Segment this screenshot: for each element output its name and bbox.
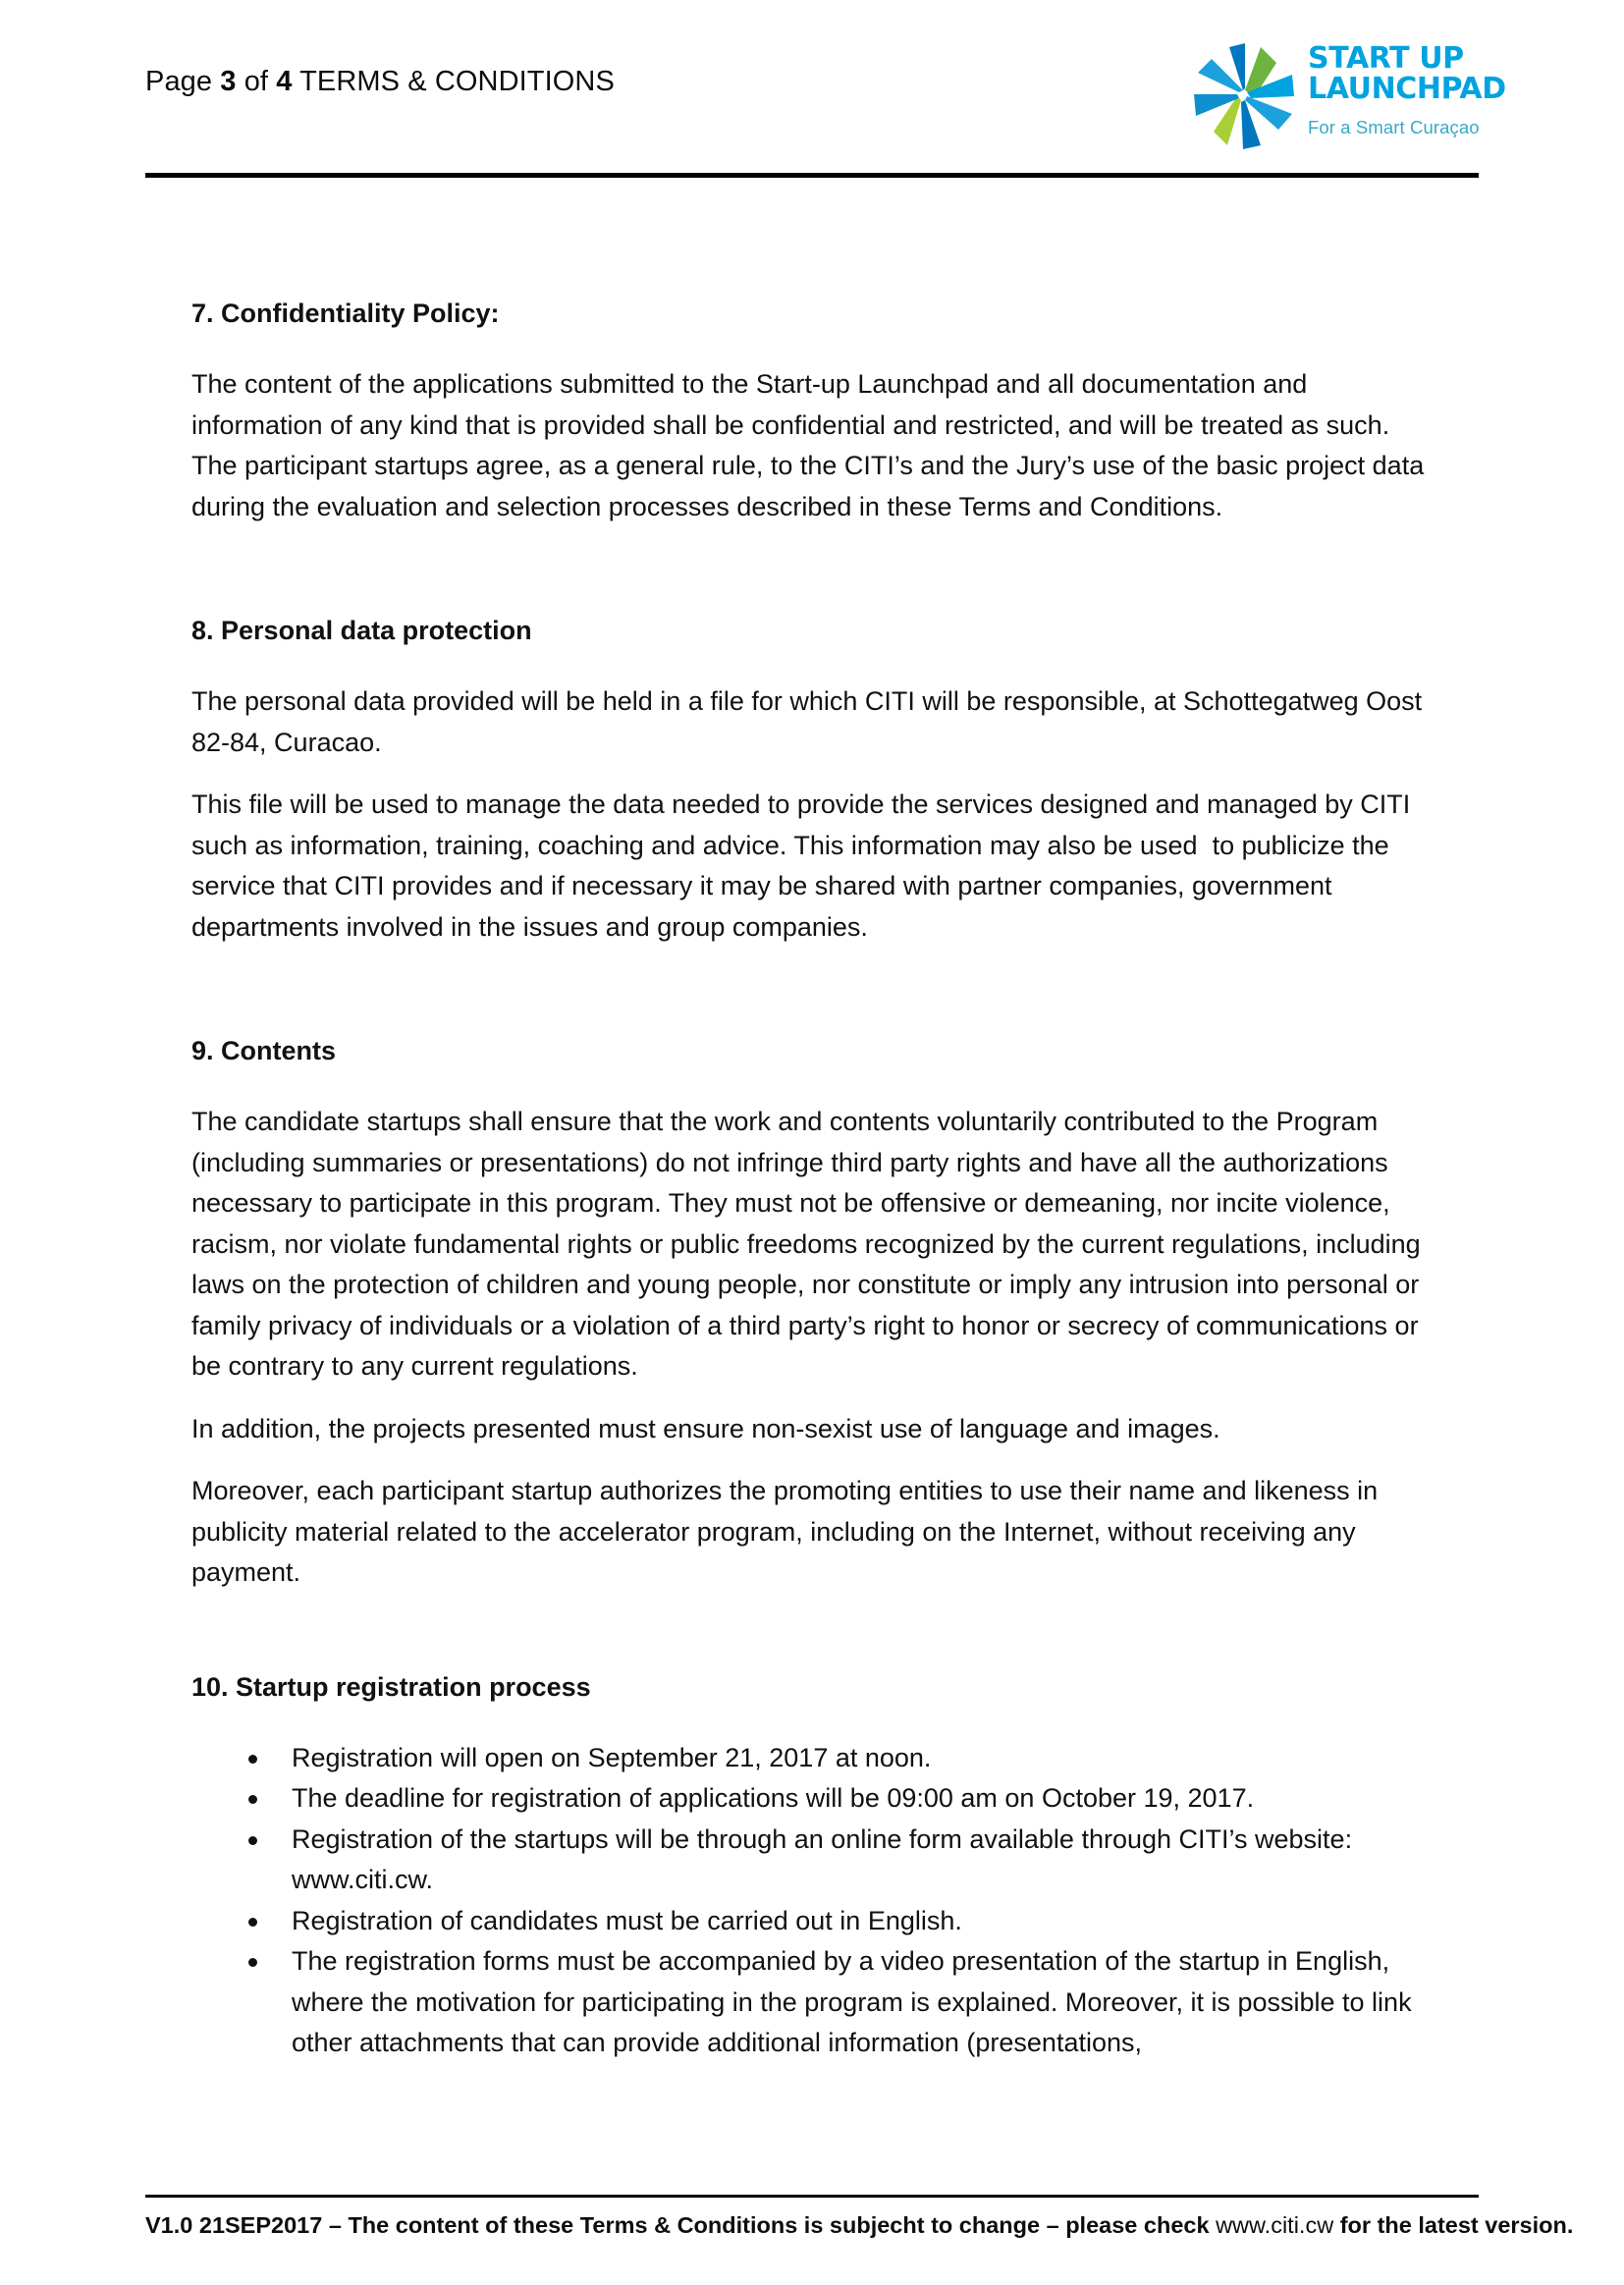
bullet-dot-icon	[248, 1836, 257, 1845]
bullet-dot-icon	[248, 1958, 257, 1967]
section-9-heading: 9. Contents	[191, 1036, 337, 1065]
spacer	[191, 649, 1436, 681]
page-footer	[145, 2209, 1574, 2241]
section-8-heading: 8. Personal data protection	[191, 616, 532, 645]
footer-trailing-text: for the latest version.	[1333, 2212, 1574, 2238]
bullet-dot-icon	[248, 1755, 257, 1764]
page-label-prefix: Page	[145, 66, 221, 97]
document-body	[191, 295, 1436, 2064]
section-9-paragraph-3: Moreover, each participant startup authorizes the promoting entities to use their name and likeness in publicity material related to the accelerator program, including on the Internet, without receiving any payment.	[191, 1476, 1385, 1587]
spacer	[191, 527, 1436, 612]
page-of-label: of	[236, 66, 277, 97]
bullet-dot-icon	[248, 1795, 257, 1804]
page-number: 3	[220, 66, 237, 97]
pinwheel-star-icon	[1188, 39, 1302, 153]
logo-wordmark	[1308, 41, 1506, 138]
list-item-text: Registration of the startups will be through an online form available through CITI’s website: www.citi.cw.	[292, 1823, 1353, 1894]
spacer	[191, 763, 1436, 785]
logo-tagline: For a Smart Curaçao	[1308, 117, 1480, 137]
header-divider	[145, 173, 1479, 178]
bullet-dot-icon	[248, 1918, 257, 1927]
page-total: 4	[276, 66, 293, 97]
footer-url[interactable]: www.citi.cw	[1216, 2212, 1334, 2238]
spacer	[191, 1706, 1436, 1738]
spacer	[191, 1594, 1436, 1668]
registration-steps-list	[191, 1738, 1436, 2064]
section-9-paragraph-2: In addition, the projects presented must ensure non-sexist use of language and images.	[191, 1413, 1220, 1443]
section-9-paragraph-1: The candidate startups shall ensure that the work and contents voluntarily contributed to the Program (including summaries or presentations) do not infringe third party rights and have all the authorizations necessary to participate in this program. They must not be offensive or demeaning, nor incite violence, racism, nor violate fundamental rights or public freedoms recognized by the current regulations, including laws on the protection of children and young people, nor constitute or imply any intrusion into personal or family privacy of individuals or a violation of a third party’s right to honor or secrecy of communications or be contrary to any current regulations.	[191, 1107, 1429, 1381]
spacer	[191, 1449, 1436, 1471]
list-item	[191, 1778, 1436, 1820]
document-title: TERMS & CONDITIONS	[292, 66, 615, 97]
spacer	[191, 1069, 1436, 1102]
spacer	[191, 948, 1436, 1032]
section-7-heading: 7. Confidentiality Policy:	[191, 299, 500, 328]
startup-launchpad-logo	[1184, 37, 1506, 155]
list-item-text: Registration of candidates must be carried out in English.	[292, 1905, 962, 1935]
logo-line-2: LAUNCHPAD	[1308, 72, 1506, 106]
footer-version-text: V1.0 21SEP2017 – The content of these Terms & Conditions is subjecht to change – please check	[145, 2212, 1217, 2238]
footer-divider	[145, 2195, 1479, 2198]
spacer	[191, 332, 1436, 364]
section-7-paragraph-1: The content of the applications submitted to the Start-up Launchpad and all documentation and information of any kind that is provided shall be confidential and restricted, and will be treated as such. The participant startups agree, as a general rule, to the CITI’s and the Jury’s use of the basic project data during the evaluation and selection processes described in these Terms and Conditions.	[191, 369, 1432, 521]
list-item	[191, 1941, 1436, 2064]
list-item	[191, 1738, 1436, 1779]
section-8-paragraph-1: The personal data provided will be held in a file for which CITI will be responsible, at Schottegatweg Oost 82-84, Curacao.	[191, 686, 1430, 757]
spacer	[191, 1387, 1436, 1409]
list-item	[191, 1901, 1436, 1942]
list-item-text: The deadline for registration of applications will be 09:00 am on October 19, 2017.	[292, 1783, 1255, 1813]
section-10-heading: 10. Startup registration process	[191, 1671, 591, 1702]
section-8-paragraph-2: This file will be used to manage the data needed to provide the services designed and managed by CITI such as information, training, coaching and advice. This information may also be used to publicize the service that CITI provides and if necessary it may be shared with partner companies, government departments involved in the issues and group companies.	[191, 789, 1418, 942]
logo-line-1: START UP	[1308, 41, 1464, 76]
page-title	[145, 63, 615, 100]
page-header	[145, 37, 1506, 165]
list-item-text: The registration forms must be accompanied by a video presentation of the startup in English, where the motivation for participating in the program is explained. Moreover, it is possible to link other attachments that can provide additional information (presentations,	[292, 1946, 1412, 2057]
list-item-text: Registration will open on September 21, 2017 at noon.	[292, 1742, 932, 1772]
list-item	[191, 1820, 1436, 1901]
